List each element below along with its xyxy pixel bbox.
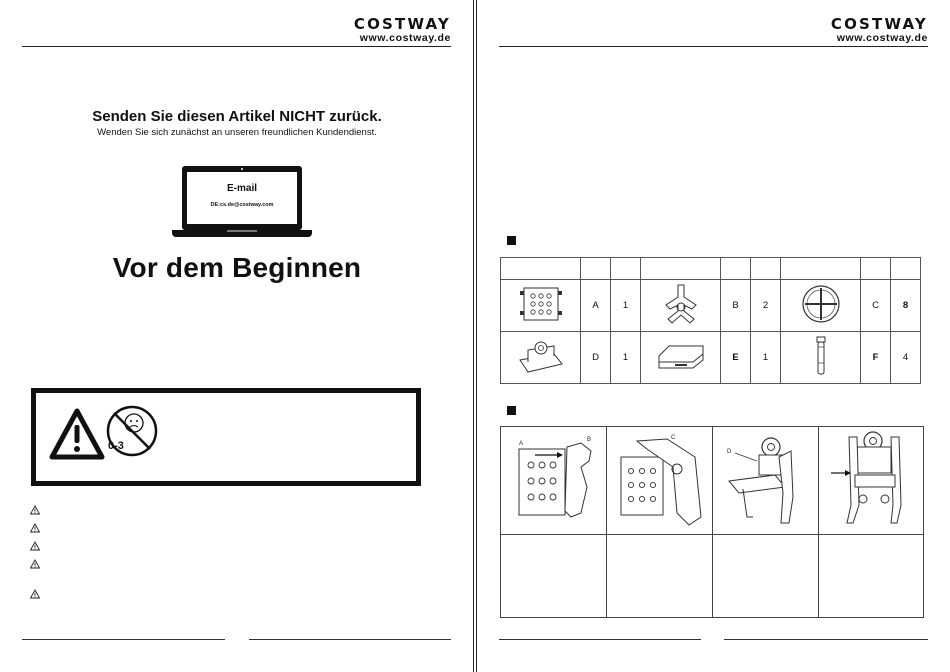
step-1-illustration — [501, 427, 605, 531]
step-1-label-a: A — [519, 441, 524, 447]
part-d-letter: D — [581, 332, 611, 384]
warning-bullet-icon — [30, 523, 40, 533]
customer-service-note: Wenden Sie sich zunächst an unseren freundlichen Kundendienst. — [97, 127, 377, 138]
part-d-qty: 1 — [611, 332, 641, 384]
part-d-image — [501, 332, 581, 384]
part-a-image — [501, 280, 581, 332]
step-1-label-b: B — [587, 437, 592, 443]
part-c-letter: C — [861, 280, 891, 332]
brand-url: www.costway.de — [359, 32, 451, 44]
step-2-illustration — [607, 427, 711, 531]
part-f-letter: F — [861, 332, 891, 384]
step-1 — [501, 427, 607, 617]
email-address: DE:cs.de@costway.com — [210, 202, 274, 208]
part-b-image — [641, 280, 721, 332]
footer-rule-left-right-page — [499, 639, 701, 640]
return-warning-headline: Senden Sie diesen Artikel NICHT zurück. — [92, 108, 382, 125]
part-b-qty: 2 — [751, 280, 781, 332]
costway-logo: COSTWAY — [830, 15, 928, 33]
steps-section-marker — [507, 406, 516, 415]
step-3-illustration — [713, 427, 817, 531]
footer-rule-left — [22, 639, 225, 640]
seat-cushion-icon — [653, 336, 709, 376]
step-2 — [607, 427, 713, 617]
laptop-screen — [187, 172, 297, 224]
warning-bullet-icon — [30, 589, 40, 599]
bolt-icon — [796, 333, 846, 379]
step-3-label-d: D — [727, 449, 732, 455]
side-frame-icon — [656, 281, 706, 327]
part-c-image — [781, 280, 861, 332]
step-4 — [819, 427, 925, 617]
part-b-letter: B — [721, 280, 751, 332]
brand-url: www.costway.de — [836, 32, 928, 44]
parts-table — [500, 257, 921, 384]
step-4-illustration — [819, 427, 923, 531]
brand-header — [354, 16, 451, 44]
header-rule — [499, 46, 928, 47]
footer-rule-right-right-page — [724, 639, 928, 640]
section-title: Vor dem Beginnen — [112, 252, 362, 283]
warning-triangle-icon — [52, 411, 102, 457]
parts-row — [501, 280, 921, 332]
parts-row — [501, 332, 921, 384]
parts-header-row — [501, 258, 921, 280]
age-label: 0-3 — [108, 440, 124, 452]
flower-backrest-seat-icon — [514, 334, 568, 378]
email-title: E-mail — [226, 183, 257, 194]
part-e-letter: E — [721, 332, 751, 384]
step-3 — [713, 427, 819, 617]
brand-header — [831, 16, 928, 44]
assembly-steps-grid — [500, 426, 924, 618]
part-e-qty: 1 — [751, 332, 781, 384]
parts-section-marker — [507, 236, 516, 245]
warning-box — [31, 388, 421, 486]
round-cap-icon — [796, 282, 846, 326]
part-a-qty: 1 — [611, 280, 641, 332]
warning-bullet-icon — [30, 505, 40, 515]
left-page — [0, 0, 473, 672]
costway-logo: COSTWAY — [353, 15, 451, 33]
part-a-letter: A — [581, 280, 611, 332]
part-f-qty: 4 — [891, 332, 921, 384]
warning-icons — [42, 393, 172, 481]
footer-rule-right — [249, 639, 451, 640]
laptop-icon — [172, 166, 312, 241]
warning-bullet-icon — [30, 559, 40, 569]
part-f-image — [781, 332, 861, 384]
seat-back-panel-icon — [516, 284, 566, 324]
step-2-label-c: C — [671, 435, 676, 441]
part-e-image — [641, 332, 721, 384]
warning-bullet-icon — [30, 541, 40, 551]
part-c-qty: 8 — [891, 280, 921, 332]
header-rule — [22, 46, 451, 47]
